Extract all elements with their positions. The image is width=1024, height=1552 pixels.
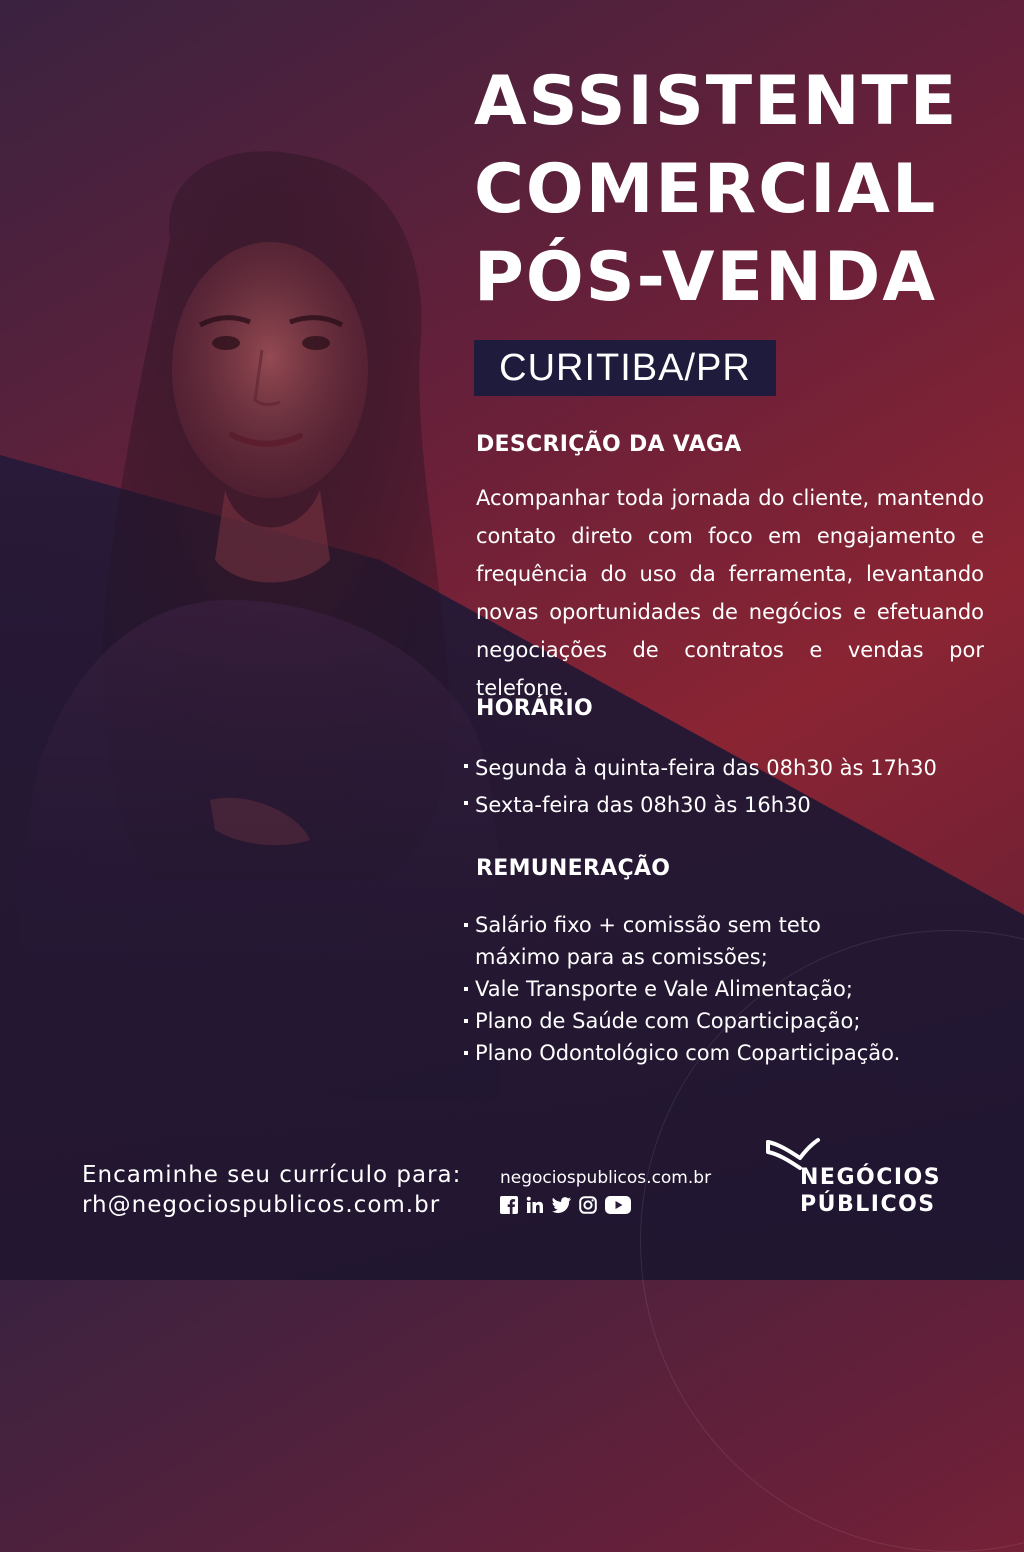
woman-portrait-image <box>0 0 520 1280</box>
twitter-icon[interactable] <box>552 1197 571 1213</box>
brand-name-line-1: NEGÓCIOS <box>800 1165 942 1190</box>
social-icons <box>500 1196 631 1214</box>
schedule-heading: HORÁRIO <box>476 696 594 721</box>
location-badge: CURITIBA/PR <box>474 340 776 396</box>
brand-name <box>800 1164 941 1218</box>
youtube-icon[interactable] <box>605 1196 631 1214</box>
website-link[interactable]: negociospublicos.com.br <box>500 1168 712 1188</box>
schedule-list <box>462 750 937 824</box>
compensation-item: Salário fixo + comissão sem teto máximo para as comissões; <box>462 909 895 973</box>
job-title-line-2: COMERCIAL <box>474 150 938 229</box>
job-description-text: Acompanhar toda jornada do cliente, mantendo contato direto com foco em engajamento e frequência do uso da ferramenta, levantando novas oportunidades de negócios e efetuando negociações de contratos e vendas por telefone. <box>476 486 984 700</box>
brand-name-line-2: PÚBLICOS <box>800 1192 936 1217</box>
schedule-item: Sexta-feira das 08h30 às 16h30 <box>462 787 937 824</box>
description-heading: DESCRIÇÃO DA VAGA <box>476 432 742 457</box>
compensation-item: Vale Transporte e Vale Alimentação; <box>462 973 900 1005</box>
resume-cta-label: Encaminhe seu currículo para: <box>82 1162 462 1188</box>
resume-email[interactable]: rh@negociospublicos.com.br <box>82 1192 441 1218</box>
job-title-line-3: PÓS-VENDA <box>474 238 937 317</box>
compensation-list <box>462 909 900 1069</box>
facebook-icon[interactable] <box>500 1196 518 1214</box>
compensation-item: Plano Odontológico com Coparticipação. <box>462 1037 900 1069</box>
resume-cta <box>82 1160 461 1220</box>
schedule-item: Segunda à quinta-feira das 08h30 às 17h30 <box>462 750 937 787</box>
compensation-heading: REMUNERAÇÃO <box>476 856 671 881</box>
linkedin-icon[interactable] <box>526 1196 544 1214</box>
instagram-icon[interactable] <box>579 1196 597 1214</box>
compensation-item: Plano de Saúde com Coparticipação; <box>462 1005 900 1037</box>
job-title <box>474 58 958 322</box>
job-title-line-1: ASSISTENTE <box>474 62 959 141</box>
